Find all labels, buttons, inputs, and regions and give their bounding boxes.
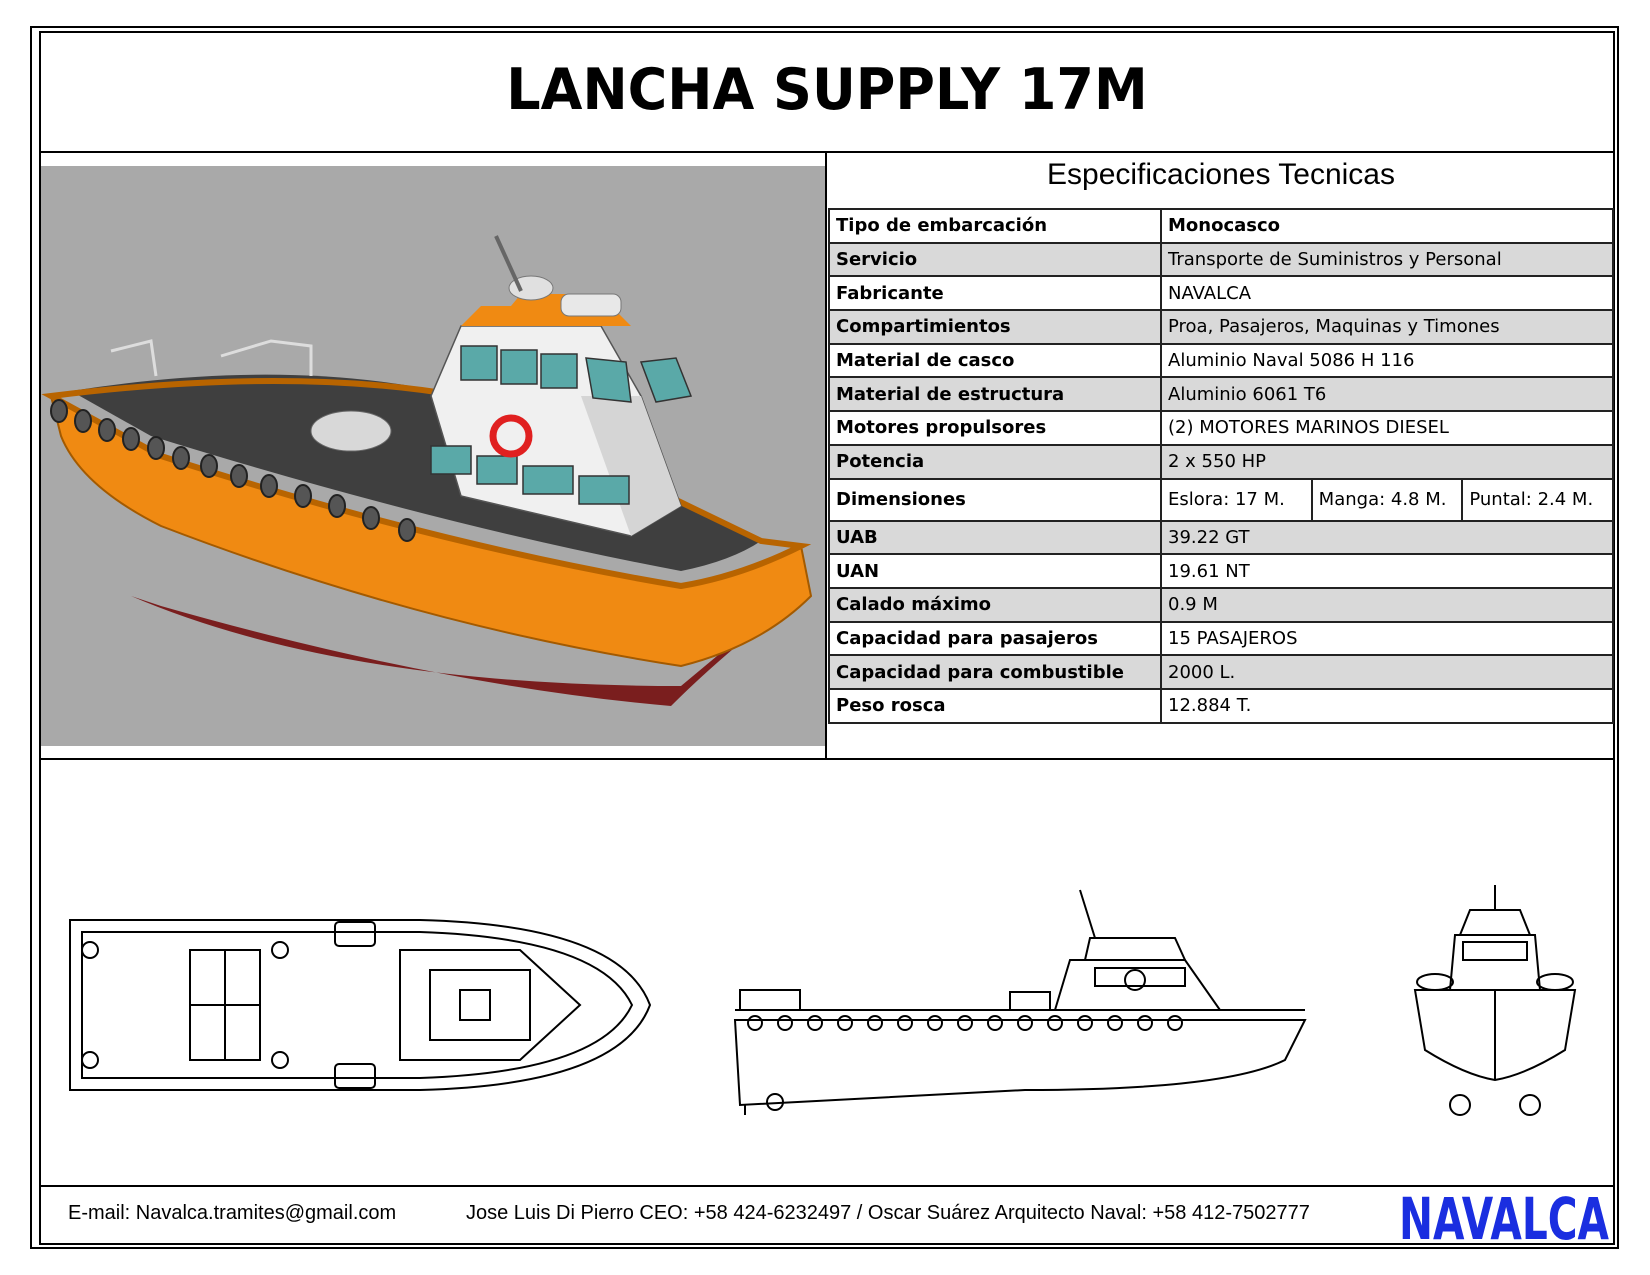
spec-value: 2 x 550 HP	[1161, 445, 1613, 479]
table-row	[829, 445, 1613, 479]
profile-view-drawing	[725, 880, 1325, 1120]
spec-value: Aluminio Naval 5086 H 116	[1161, 344, 1613, 378]
spec-label: UAN	[829, 554, 1161, 588]
table-row	[829, 377, 1613, 411]
spec-value: 15 PASAJEROS	[1161, 622, 1613, 656]
footer-email: E-mail: Navalca.tramites@gmail.com	[68, 1202, 397, 1224]
table-row	[829, 622, 1613, 656]
spec-value: 19.61 NT	[1161, 554, 1613, 588]
specs-divider	[825, 152, 827, 758]
spec-label: Servicio	[829, 243, 1161, 277]
boat-render-illustration	[41, 166, 825, 746]
navalca-logo	[1397, 1189, 1611, 1245]
spec-label: Material de casco	[829, 344, 1161, 378]
dimensions-cell	[1161, 479, 1613, 521]
spec-label: Tipo de embarcación	[829, 209, 1161, 243]
dim-manga: Manga: 4.8 M.	[1311, 480, 1462, 520]
page-title: LANCHA SUPPLY 17M	[506, 56, 1148, 123]
spec-label: Motores propulsores	[829, 411, 1161, 445]
footer-divider	[39, 1185, 1615, 1187]
table-row	[829, 689, 1613, 723]
spec-value: 12.884 T.	[1161, 689, 1613, 723]
table-row	[829, 243, 1613, 277]
spec-label: Capacidad para combustible	[829, 655, 1161, 689]
spec-label: Calado máximo	[829, 588, 1161, 622]
table-row	[829, 479, 1613, 521]
spec-value: (2) MOTORES MARINOS DIESEL	[1161, 411, 1613, 445]
svg-text:NAVALCA: NAVALCA	[1399, 1189, 1610, 1245]
spec-label: Material de estructura	[829, 377, 1161, 411]
table-row	[829, 276, 1613, 310]
spec-label: Potencia	[829, 445, 1161, 479]
table-row	[829, 310, 1613, 344]
table-row	[829, 344, 1613, 378]
spec-label: UAB	[829, 521, 1161, 555]
spec-value: Monocasco	[1161, 209, 1613, 243]
dim-puntal: Puntal: 2.4 M.	[1461, 480, 1612, 520]
footer-contacts: Jose Luis Di Pierro CEO: +58 424-6232497 / Oscar Suárez Arquitecto Naval: +58 412-7502777	[466, 1202, 1310, 1224]
spec-value: NAVALCA	[1161, 276, 1613, 310]
spec-label: Capacidad para pasajeros	[829, 622, 1161, 656]
specs-table	[828, 208, 1614, 724]
spec-value: Transporte de Suministros y Personal	[1161, 243, 1613, 277]
table-row	[829, 655, 1613, 689]
spec-label: Peso rosca	[829, 689, 1161, 723]
table-row	[829, 411, 1613, 445]
spec-value: 0.9 M	[1161, 588, 1613, 622]
front-view-drawing	[1405, 880, 1585, 1130]
drawings-divider	[39, 758, 1615, 760]
boat-render	[41, 166, 825, 746]
table-row	[829, 588, 1613, 622]
spec-label: Compartimientos	[829, 310, 1161, 344]
spec-label: Fabricante	[829, 276, 1161, 310]
spec-value: Aluminio 6061 T6	[1161, 377, 1613, 411]
spec-value: Proa, Pasajeros, Maquinas y Timones	[1161, 310, 1613, 344]
table-row	[829, 209, 1613, 243]
table-row	[829, 521, 1613, 555]
spec-value: 39.22 GT	[1161, 521, 1613, 555]
specs-heading: Especificaciones Tecnicas	[1047, 158, 1395, 191]
table-row	[829, 554, 1613, 588]
spec-value: 2000 L.	[1161, 655, 1613, 689]
spec-label: Dimensiones	[829, 479, 1161, 521]
title-divider	[39, 151, 1615, 153]
dim-eslora: Eslora: 17 M.	[1168, 489, 1285, 510]
plan-view-drawing	[60, 910, 660, 1100]
